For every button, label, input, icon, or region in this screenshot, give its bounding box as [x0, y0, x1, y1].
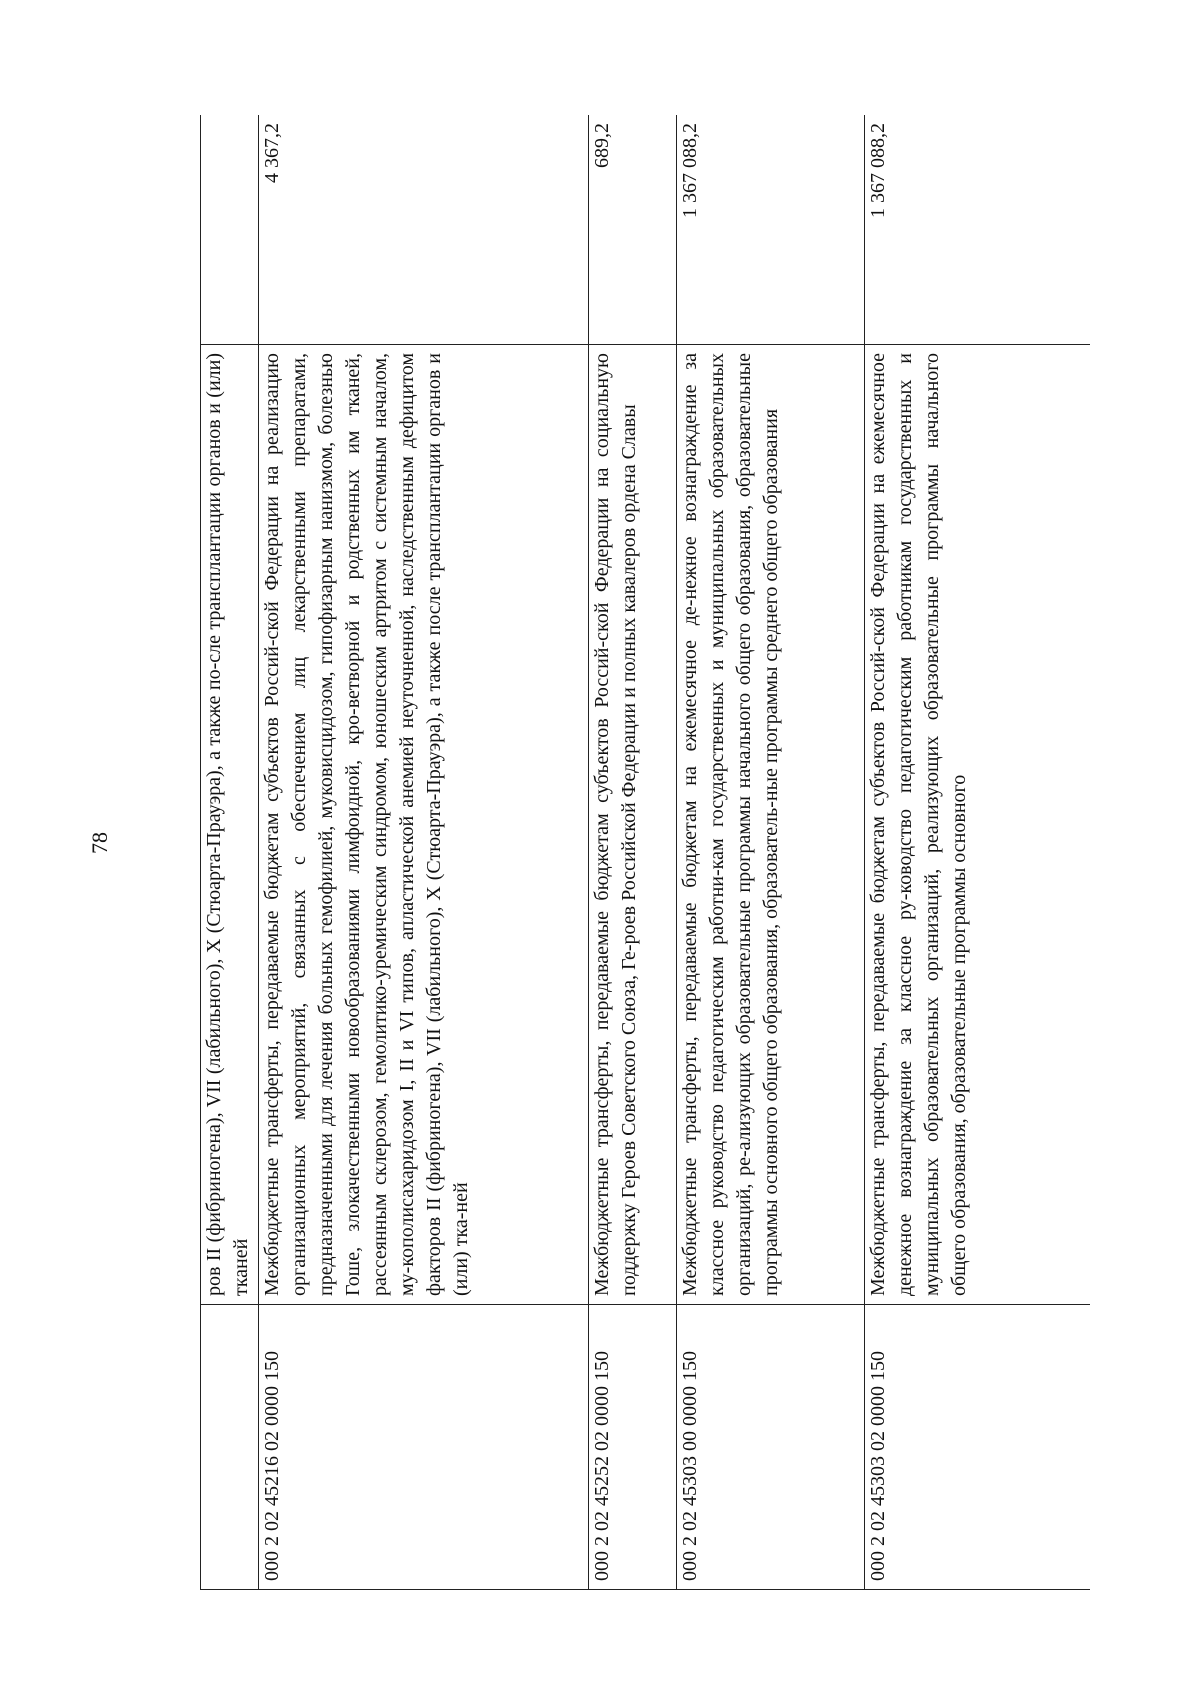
row-code [201, 1305, 259, 1590]
page-number: 78 [87, 832, 112, 854]
row-code: 000 2 02 45303 00 0000 150 [677, 1305, 865, 1590]
row-amount: 1 367 088,2 [677, 115, 865, 345]
table-row [259, 115, 589, 1590]
rotated-table-content [200, 115, 1090, 1590]
table-row [201, 115, 259, 1590]
row-amount: 1 367 088,2 [865, 115, 1091, 345]
row-amount [201, 115, 259, 345]
row-amount: 689,2 [589, 115, 677, 345]
row-code: 000 2 02 45303 02 0000 150 [865, 1305, 1091, 1590]
budget-table [200, 115, 1090, 1590]
row-code: 000 2 02 45216 02 0000 150 [259, 1305, 589, 1590]
table-row [677, 115, 865, 1590]
row-description: Межбюджетные трансферты, передаваемые бюджетам на ежемесячное де-нежное вознаграждение за классное руководство педагогическим работни-кам государственных и муниципальных образовательных организаций, ре-ализующих образовательные программы начального общего образования, образовательные программы основного общего образования, образователь-ные программы среднего общего образования [677, 345, 865, 1305]
row-amount: 4 367,2 [259, 115, 589, 345]
rotated-table-frame [200, 115, 1090, 1590]
row-description: Межбюджетные трансферты, передаваемые бюджетам субъектов Россий-ской Федерации на социальную поддержку Героев Советского Союза, Ге-роев Российской Федерации и полных кавалеров ордена Славы [589, 345, 677, 1305]
row-description: ров II (фибриногена), VII (лабильного), X (Стюарта-Прауэра), а также по-сле трансплантации органов и (или) тканей [201, 345, 259, 1305]
table-row [865, 115, 1091, 1590]
table-row [589, 115, 677, 1590]
row-code: 000 2 02 45252 02 0000 150 [589, 1305, 677, 1590]
row-description: Межбюджетные трансферты, передаваемые бюджетам субъектов Россий-ской Федерации на реализацию организационных мероприятий, связанных с обеспечением лиц лекарственными препаратами, предназначенными для лечения больных гемофилией, муковисцидозом, гипофизарным нанизмом, болезнью Гоше, злокачественными новообразованиями лимфоидной, кро-ветворной и родственных им тканей, рассеянным склерозом, гемолитико-уремическим синдромом, юношеским артритом с системным началом, му-кополисахаридозом I, II и VI типов, апластической анемией неуточненной, наследственным дефицитом факторов II (фибриногена), VII (лабильного), X (Стюарта-Прауэра), а также после трансплантации органов и (или) тка-ней [259, 345, 589, 1305]
row-description: Межбюджетные трансферты, передаваемые бюджетам субъектов Россий-ской Федерации на ежемесячное денежное вознаграждение за классное ру-ководство педагогическим работникам государственных и муниципальных образовательных организаций, реализующих образовательные программы начального общего образования, образовательные программы основного [865, 345, 1091, 1305]
